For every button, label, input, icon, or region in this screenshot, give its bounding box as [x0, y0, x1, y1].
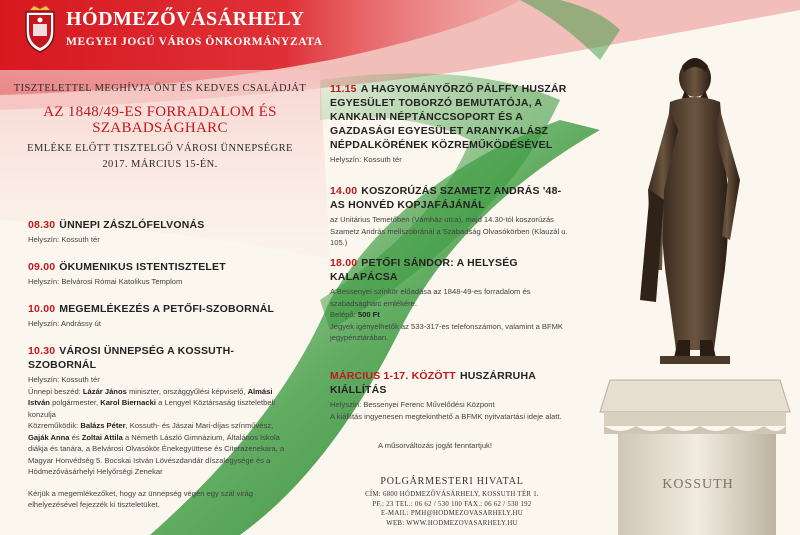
program-time: 14.00	[330, 185, 358, 197]
consul-role: a Lengyel Köztársaság tiszteletbeli konzulja	[28, 398, 275, 419]
program-item	[330, 369, 575, 422]
program-title: HUSZÁRRUHA KIÁLLÍTÁS	[330, 370, 536, 396]
program-text: az Unitárius Temetőben (Vámház utca), majd 14.30-tól koszorúzás Szametz András mellszobránál a Szabadság Olvasókörben (Klauzál u. 105.)	[330, 215, 568, 247]
performers-label: Közreműködik:	[28, 421, 79, 430]
speaker-name: Lázár János	[82, 386, 127, 396]
invite-text: TISZTELETTEL MEGHÍVJA ÖNT ÉS KEDVES CSALÁDJÁT	[13, 83, 307, 94]
conjunction: és	[71, 432, 80, 442]
program-place: Helyszín: Kossuth tér	[330, 155, 402, 164]
performer-groups: a Németh László Gimnázium, Általános Iskola diákja és tanára, a Belvárosi Olvasókör Énekegyüttese és Citerazenekara, a Magyar Honvédség 5. Bocskai István Lövészdandár díszalegysége és a Hódmezővásárhelyi Helyőrségi Zenekar	[28, 432, 285, 476]
program-time: 10.30	[28, 345, 56, 357]
ticket-line	[330, 309, 575, 321]
change-note-text: A műsorváltozás jogát fenntartjuk!	[378, 441, 492, 450]
program-time: 18.00	[330, 257, 358, 269]
city-name: HÓDMEZŐVÁSÁRHELY	[66, 8, 305, 30]
mayor-role: polgármester,	[52, 398, 99, 407]
program-time: 08.30	[28, 219, 56, 231]
performer-name: Gaják Anna	[28, 432, 70, 442]
office-website: WEB: WWW.HODMEZOVASARHELY.HU	[386, 519, 518, 527]
office-phone: PF.: 23 TEL.: 06 62 / 530 100 FAX.: 06 62 / 530 192	[372, 500, 532, 508]
program-item	[330, 184, 575, 249]
program-item	[28, 302, 308, 330]
office-name: POLGÁRMESTERI HIVATAL	[380, 476, 524, 487]
statue-inscription: KOSSUTH	[662, 477, 734, 492]
footer-contact	[352, 476, 552, 528]
office-email: E-MAIL: PMH@HODMEZOVASARHELY.HU	[381, 510, 523, 517]
performer-role: , Kossuth- és Jászai Mari-díjas színművész,	[125, 421, 274, 430]
office-address: CÍM: 6800 HÓDMEZŐVÁSÁRHELY, KOSSUTH TÉR 1.	[365, 491, 539, 498]
program-title: MEGEMLÉKEZÉS A PETŐFI-SZOBORNÁL	[59, 303, 275, 315]
program-place: Helyszín: Kossuth tér	[28, 375, 100, 384]
program-title: ÖKUMENIKUS ISTENTISZTELET	[59, 261, 226, 273]
ticket-price: 500 Ft	[357, 310, 380, 319]
program-text: A Bessenyei színkör előadása az 1848-49-es forradalom és szabadságharc emlékére.	[330, 287, 531, 308]
program-item	[330, 82, 580, 166]
wreath-note: Kérjük a megemlékezőket, hogy az ünnepség végén egy szál virág elhelyezésével fejezzék ki tiszteletüket.	[28, 488, 253, 509]
program-time: 11.15	[330, 83, 357, 95]
speaker-role: miniszter, országgyűlési képviselő,	[128, 386, 246, 396]
invitation-intro	[10, 82, 310, 170]
speech-label: Ünnepi beszéd:	[28, 386, 81, 396]
program-place: Helyszín: Belvárosi Római Katolikus Templom	[28, 277, 183, 286]
program-item-ceremony	[28, 344, 293, 511]
program-time: 09.00	[28, 261, 56, 273]
mayor-name: Almási István	[28, 386, 273, 407]
event-date: 2017. MÁRCIUS 15-ÉN.	[102, 159, 218, 170]
event-title: AZ 1848/49-ES FORRADALOM ÉS SZABADSÁGHARC	[43, 104, 277, 136]
performer-name: Balázs Péter	[80, 421, 126, 430]
change-note	[378, 438, 578, 452]
program-place: Helyszín: Andrássy út	[28, 319, 102, 328]
occasion-text: EMLÉKE ELŐTT TISZTELGŐ VÁROSI ÜNNEPSÉGRE	[27, 143, 293, 154]
ceremony-speakers	[28, 386, 293, 421]
program-place: Helyszín: Bessenyei Ferenc Művelődési Központ	[330, 400, 495, 409]
consul-name: Karol Biernacki	[100, 398, 156, 407]
program-item	[28, 260, 308, 288]
program-item	[28, 218, 308, 246]
program-time: 10.00	[28, 303, 56, 315]
city-subtitle: MEGYEI JOGÚ VÁROS ÖNKORMÁNYZATA	[66, 36, 323, 48]
coat-of-arms-icon	[22, 6, 58, 54]
program-place: Helyszín: Kossuth tér	[28, 235, 100, 244]
ceremony-performers	[28, 420, 293, 478]
performer-name: Zoltai Attila	[81, 432, 123, 442]
program-title: PETŐFI SÁNDOR: A HELYSÉG KALAPÁCSA	[330, 257, 518, 283]
kossuth-statue-image	[590, 40, 800, 535]
ticket-label: Belépő:	[330, 310, 356, 319]
program-title: VÁROSI ÜNNEPSÉG A KOSSUTH-SZOBORNÁL	[28, 345, 235, 371]
program-title: ÜNNEPI ZÁSZLÓFELVONÁS	[59, 219, 205, 231]
program-title: A HAGYOMÁNYŐRZŐ PÁLFFY HUSZÁR EGYESÜLET TOBORZÓ BEMUTATÓJA, A KANKALIN NÉPTÁNCCSOPORT ÉS A GAZDASÁGI EGYESÜLET ARANYKALÁSZ NÉPDALKÖRÉNEK KÖZREMŰKÖDÉSÉVEL	[330, 83, 567, 151]
program-text: A kiállítás ingyenesen megtekinthető a BFMK nyitvatartási ideje alatt.	[330, 411, 562, 421]
program-date: MÁRCIUS 1-17. KÖZÖTT	[330, 370, 456, 382]
program-title: KOSZORÚZÁS SZAMETZ ANDRÁS '48-AS HONVÉD KOPJAFÁJÁNÁL	[330, 185, 562, 211]
program-item	[330, 256, 575, 344]
booking-info: Jegyek igényelhetők az 533-317-es telefonszámon, valamint a BFMK jegypénztárában.	[330, 321, 563, 342]
